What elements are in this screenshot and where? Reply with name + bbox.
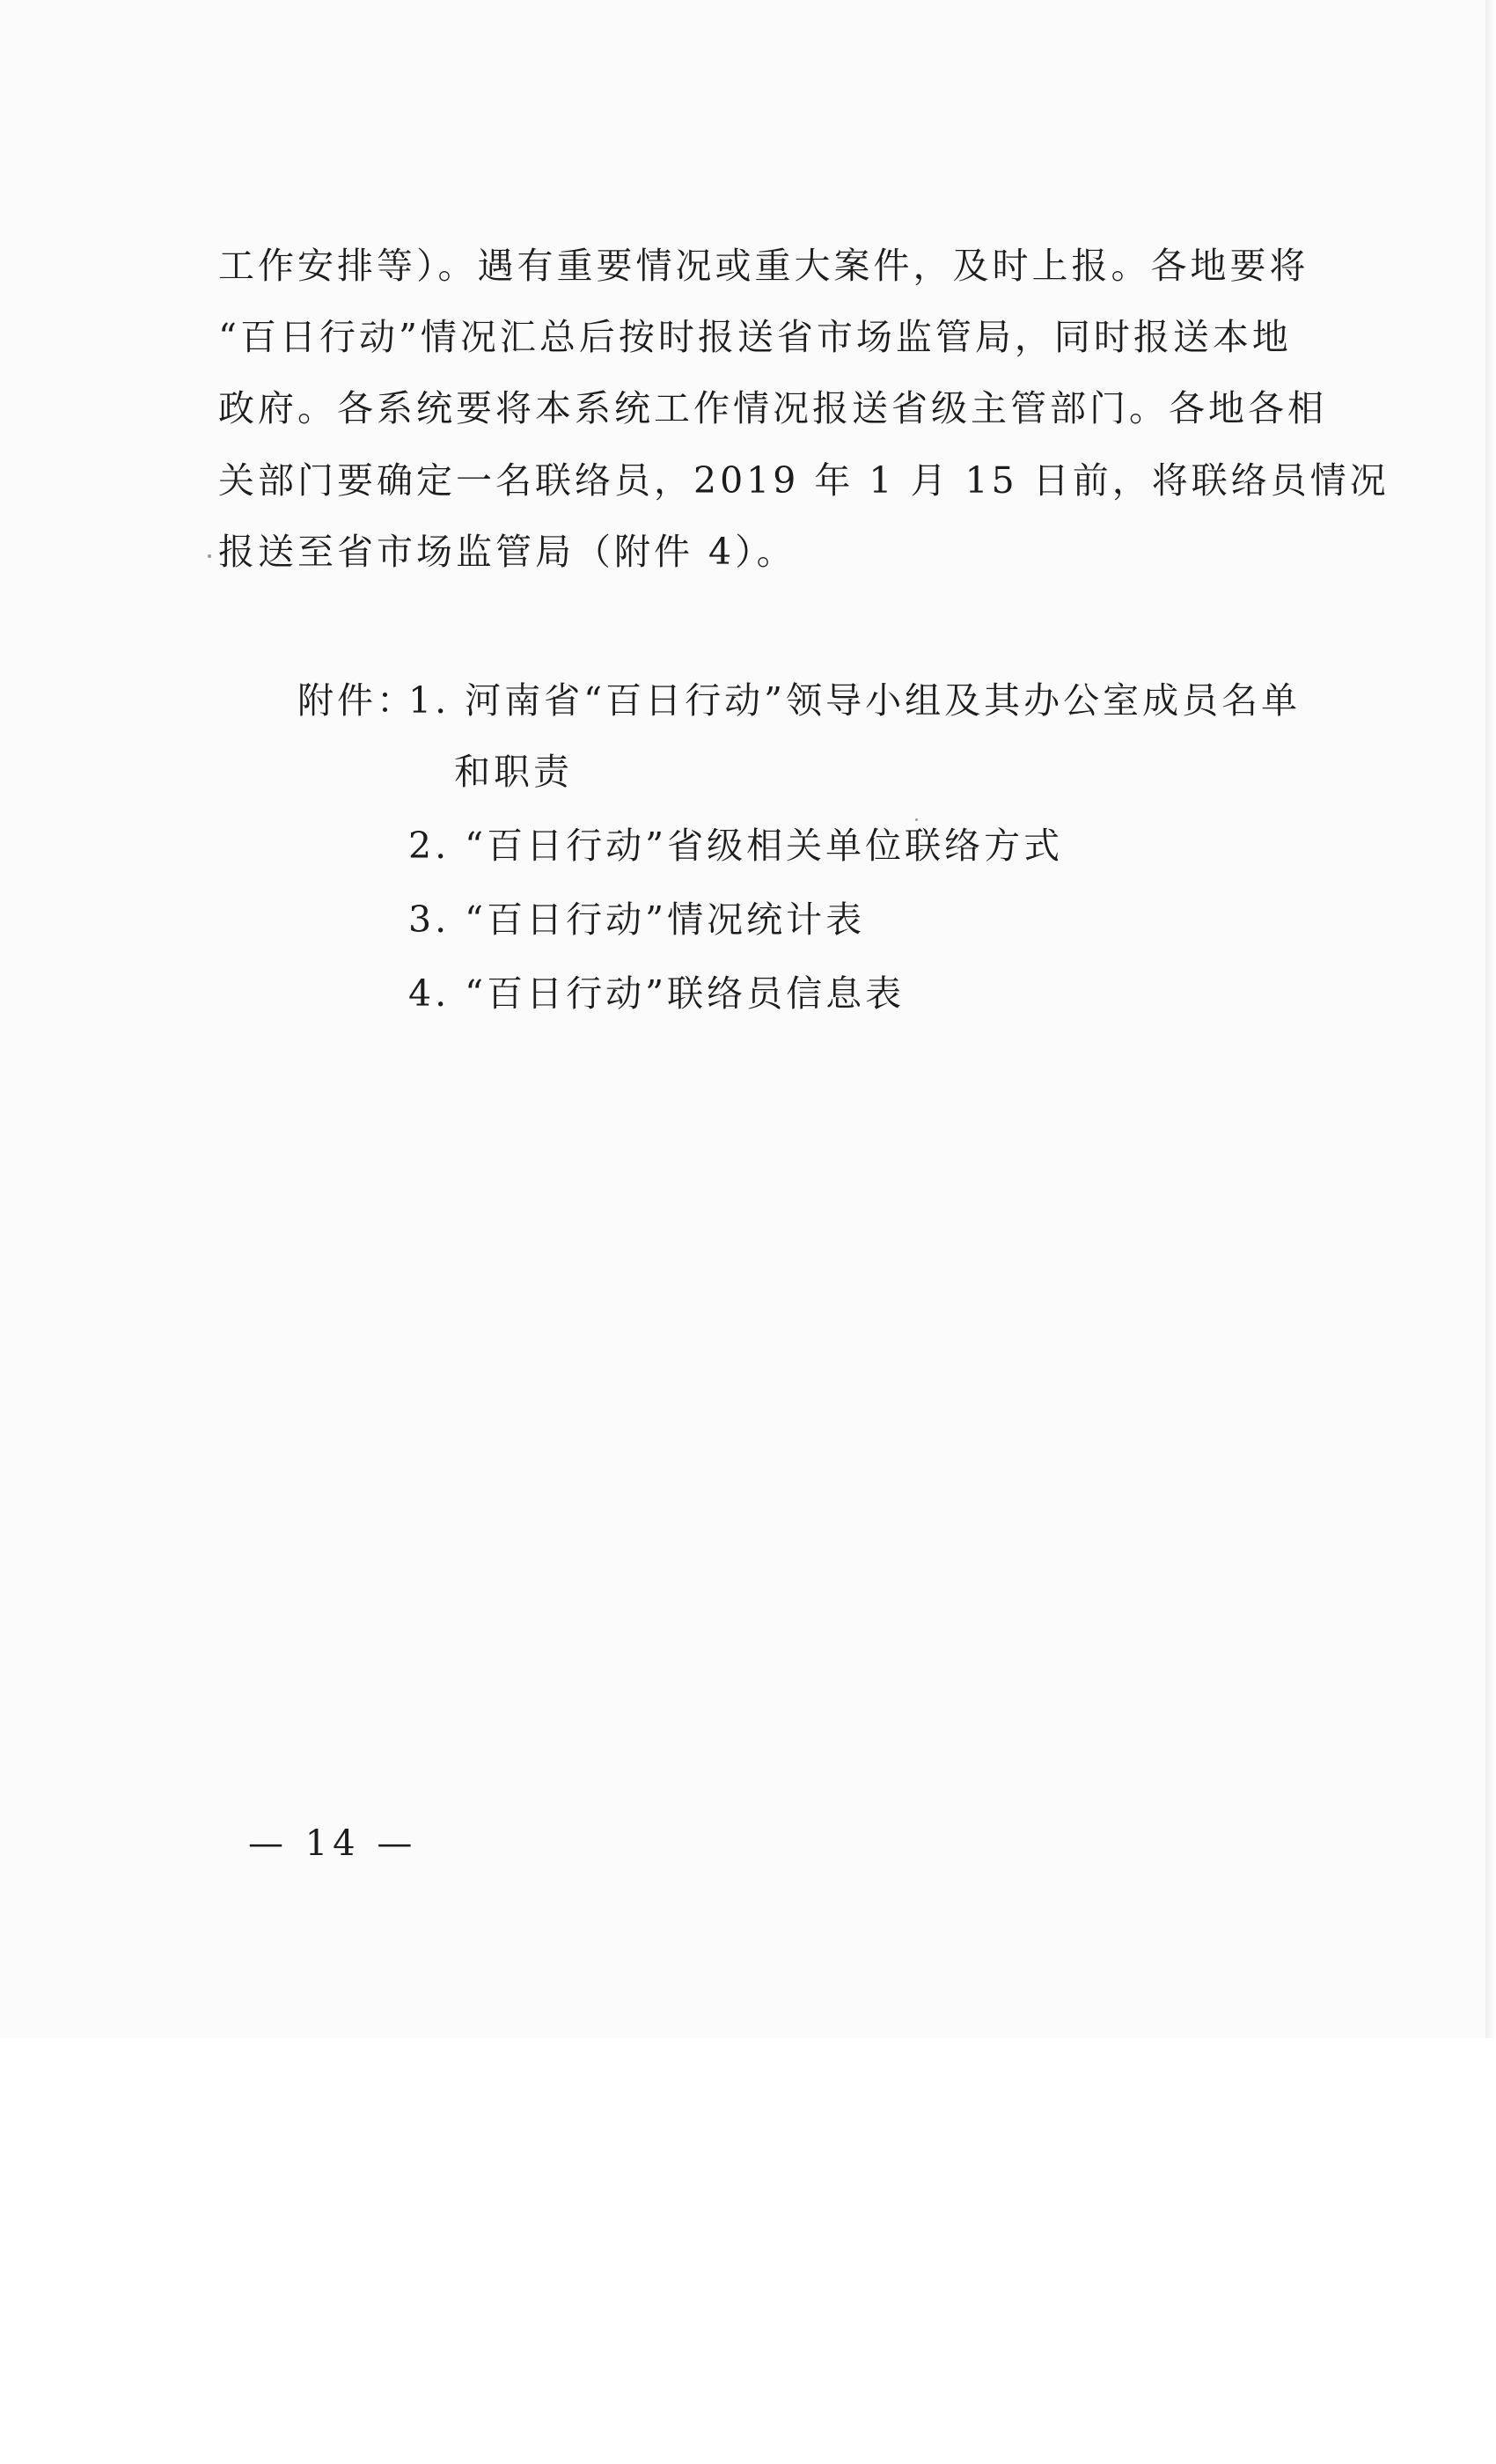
attachment-item — [297, 809, 1318, 883]
attachment-item-continuation — [297, 735, 1318, 809]
attachment-item-text: 3. “百日行动”情况统计表 — [408, 898, 866, 941]
attachment-item — [297, 883, 1318, 957]
body-line: 政府。各系统要将本系统工作情况报送省级主管部门。各地各相 — [218, 387, 1327, 430]
attachment-item-text: 1. 河南省“百日行动”领导小组及其办公室成员名单 — [408, 679, 1302, 722]
scan-speck — [915, 818, 918, 821]
attachments-label: 附件： — [297, 679, 416, 722]
body-line: “百日行动”情况汇总后按时报送省市场监管局，同时报送本地 — [218, 316, 1292, 359]
attachment-item — [297, 957, 1318, 1030]
attachment-item — [297, 666, 1318, 735]
body-line: 报送至省市场监管局（附件 4）。 — [218, 530, 796, 573]
attachment-item-text: 2. “百日行动”省级相关单位联络方式 — [408, 825, 1064, 867]
body-paragraph — [218, 231, 1390, 588]
body-line: 工作安排等）。遇有重要情况或重大案件，及时上报。各地要将 — [218, 245, 1309, 287]
scan-speck — [208, 554, 211, 558]
attachment-item-text: 和职责 — [454, 751, 573, 793]
scan-edge — [1485, 0, 1496, 2038]
body-line: 关部门要确定一名联络员，2019 年 1 月 15 日前，将联络员情况 — [218, 458, 1390, 502]
page-number: — 14 — — [248, 1823, 418, 1864]
attachment-item-text: 4. “百日行动”联络员信息表 — [408, 972, 906, 1015]
attachments-list — [297, 666, 1318, 1030]
